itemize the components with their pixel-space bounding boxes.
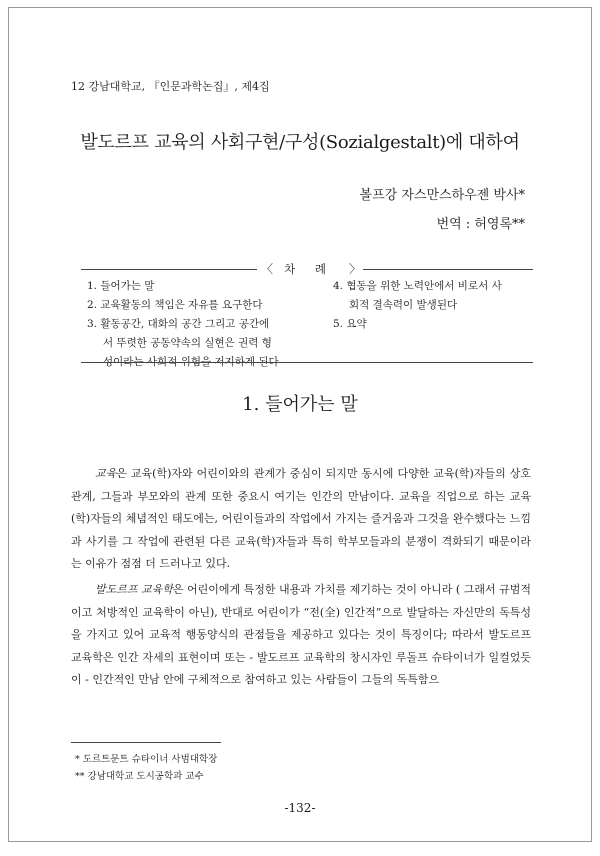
running-head: 12 강남대학교, 『인문과학논집』, 제4집 (71, 80, 270, 93)
toc-bottom-rule (81, 362, 533, 363)
footnote-1: * 도르트문트 슈타이너 사범대학장 (75, 754, 218, 765)
toc-bracket-left: 〈 (261, 262, 274, 276)
translator: 번역 : 허영록** (436, 217, 525, 232)
paragraph-text: 은 어린이에게 특정한 내용과 가치를 제기하는 것이 아니라 ( 그래서 규범적이고 처방적인 교육학이 아닌), 반대로 어린이가 “전(全) 인간적”으로 발달하는 자신만의 독특성을 가지고 있어 교육적 행동양식의 관점들을 제공하고 있다는 것이 특징이다; 따라서 발도르프 교육학은 인간 자세의 표현이며 또는 - 발도르프 교육학의 창시자인 루돌프 슈타이너가 일컬었듯이 - 인간적인 만남 안에 구체적으로 참여하고 있는 사람들이 그들의 독특함으 (71, 583, 531, 686)
toc-item: 1. 들어가는 말 (87, 280, 155, 292)
page-number: -132- (284, 801, 316, 815)
paragraph-lead-emphasis: 발도르프 교육학 (95, 583, 173, 596)
body-paragraph-2 (71, 579, 531, 692)
toc-top-rule-left (81, 269, 257, 270)
body-paragraph-1 (71, 463, 531, 576)
table-of-contents (81, 262, 533, 368)
paragraph-text: 은 교육(학)자와 어린이와의 관계가 중심이 되지만 동시에 다양한 교육(학)자들의 상호 관계, 그들과 부모와의 관계 또한 중요시 여기는 인간의 만남이다. 교육을 직업으로 하는 교육(학)자들의 체념적인 태도에는, 어린이들과의 작업에서 가지는 즐거움과 그것을 완수했다는 느낌과 사기를 그 작업에 관련된 다른 교육(학)자들과 특히 학부모들과의 분쟁이 격화되기 때문이라는 이유가 점점 더 드러나고 있다. (71, 467, 531, 570)
footnote-2: ** 강남대학교 도시공학과 교수 (75, 771, 204, 782)
toc-item: 3. 활동공간, 대화의 공간 그리고 공간에 (87, 318, 270, 330)
toc-top-rule-right (363, 269, 533, 270)
toc-bracket-right: 〉 (349, 262, 362, 276)
author: 볼프강 자스만스하우젠 박사* (359, 188, 525, 203)
article-title: 발도르프 교육의 사회구현/구성(Sozialgestalt)에 대하여 (80, 132, 520, 153)
toc-title: 차 례 (284, 262, 334, 276)
toc-right-column (333, 277, 502, 334)
toc-item: 5. 요약 (333, 318, 367, 330)
section-heading: 1. 들어가는 말 (242, 394, 358, 415)
toc-item-continued: 서 뚜렷한 공동약속의 실현은 권력 형 (103, 337, 272, 349)
toc-item-continued: 회적 결속력이 발생된다 (349, 299, 458, 311)
paragraph-lead-emphasis: 교육 (95, 467, 117, 480)
toc-item-continued: 성이라는 사회적 위험을 저지하게 된다 (103, 356, 279, 368)
paper-page (8, 7, 592, 842)
footnote-rule (71, 742, 221, 743)
toc-left-column (87, 277, 279, 372)
toc-item: 4. 협동을 위한 노력안에서 비로서 사 (333, 280, 502, 292)
toc-item: 2. 교육활동의 책임은 자유를 요구한다 (87, 299, 263, 311)
